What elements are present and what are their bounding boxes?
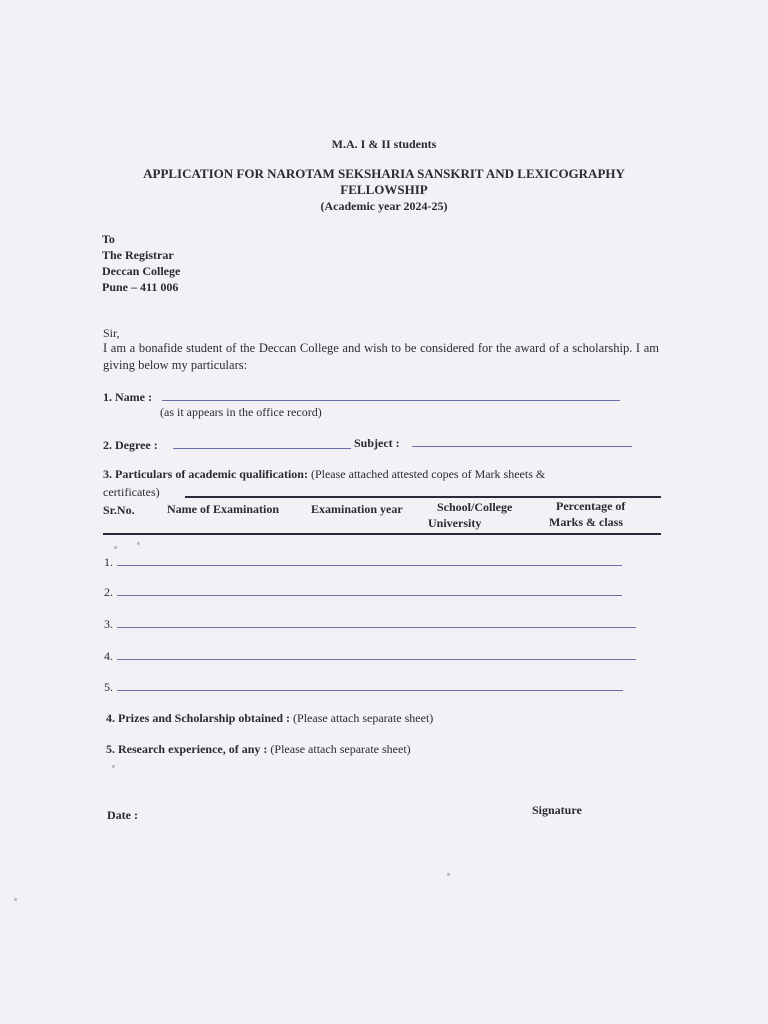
row-number-3: 3. — [104, 617, 113, 631]
table-header-bottom-rule — [103, 533, 661, 535]
signature-label: Signature — [532, 803, 582, 817]
form-title-line2: FELLOWSHIP — [340, 182, 428, 197]
salutation: Sir, — [103, 326, 120, 340]
scan-speck — [114, 546, 117, 549]
row-input-line-1[interactable] — [117, 565, 622, 566]
scan-speck — [137, 542, 140, 545]
column-school-line1: School/College — [437, 500, 513, 514]
column-exam-name: Name of Examination — [167, 502, 279, 516]
research-label: 5. Research experience, of any : — [106, 742, 268, 756]
research-note: (Please attach separate sheet) — [270, 742, 411, 756]
column-exam-year: Examination year — [311, 502, 403, 516]
name-label: 1. Name : — [103, 390, 152, 404]
address-institution: Deccan College — [102, 264, 181, 278]
name-note: (as it appears in the office record) — [160, 405, 322, 419]
column-percent-line1: Percentage of — [556, 499, 626, 513]
date-label: Date : — [107, 808, 138, 822]
row-input-line-2[interactable] — [117, 595, 622, 596]
academic-year: (Academic year 2024-25) — [320, 199, 448, 213]
prizes-line — [106, 711, 433, 726]
qualification-note-line2: certificates) — [103, 485, 160, 499]
row-input-line-5[interactable] — [117, 690, 623, 691]
row-number-1: 1. — [104, 555, 113, 569]
degree-label: 2. Degree : — [103, 438, 158, 452]
form-title-line1: APPLICATION FOR NAROTAM SEKSHARIA SANSKRIT AND LEXICOGRAPHY — [143, 166, 625, 181]
row-number-4: 4. — [104, 649, 113, 663]
subject-label: Subject : — [354, 436, 400, 450]
prizes-label: 4. Prizes and Scholarship obtained : — [106, 711, 291, 725]
research-line — [106, 742, 411, 757]
address-city: Pune – 411 006 — [102, 280, 179, 294]
column-percent-line2: Marks & class — [549, 515, 623, 529]
qualification-heading: 3. Particulars of academic qualification: — [103, 467, 308, 481]
row-input-line-4[interactable] — [117, 659, 636, 660]
letter-body: I am a bonafide student of the Deccan College and wish to be considered for the award of a scholarship. I am giving below my particulars: — [103, 341, 659, 372]
row-number-2: 2. — [104, 585, 113, 599]
scan-speck — [112, 765, 115, 768]
address-recipient: The Registrar — [102, 248, 174, 262]
name-input-line[interactable] — [162, 400, 620, 401]
subject-input-line[interactable] — [412, 446, 632, 447]
audience-line: M.A. I & II students — [331, 137, 437, 151]
column-school-line2: University — [428, 516, 482, 530]
degree-input-line[interactable] — [173, 448, 351, 449]
table-top-rule — [185, 496, 661, 498]
address-to: To — [102, 232, 115, 246]
prizes-note: (Please attach separate sheet) — [293, 711, 434, 725]
scan-speck — [14, 898, 17, 901]
scan-speck — [447, 873, 450, 876]
row-input-line-3[interactable] — [117, 627, 636, 628]
qualification-note-line1: (Please attached attested copes of Mark sheets & — [310, 467, 546, 481]
column-srno: Sr.No. — [103, 503, 135, 517]
row-number-5: 5. — [104, 680, 113, 694]
qualification-heading-line — [103, 467, 545, 482]
